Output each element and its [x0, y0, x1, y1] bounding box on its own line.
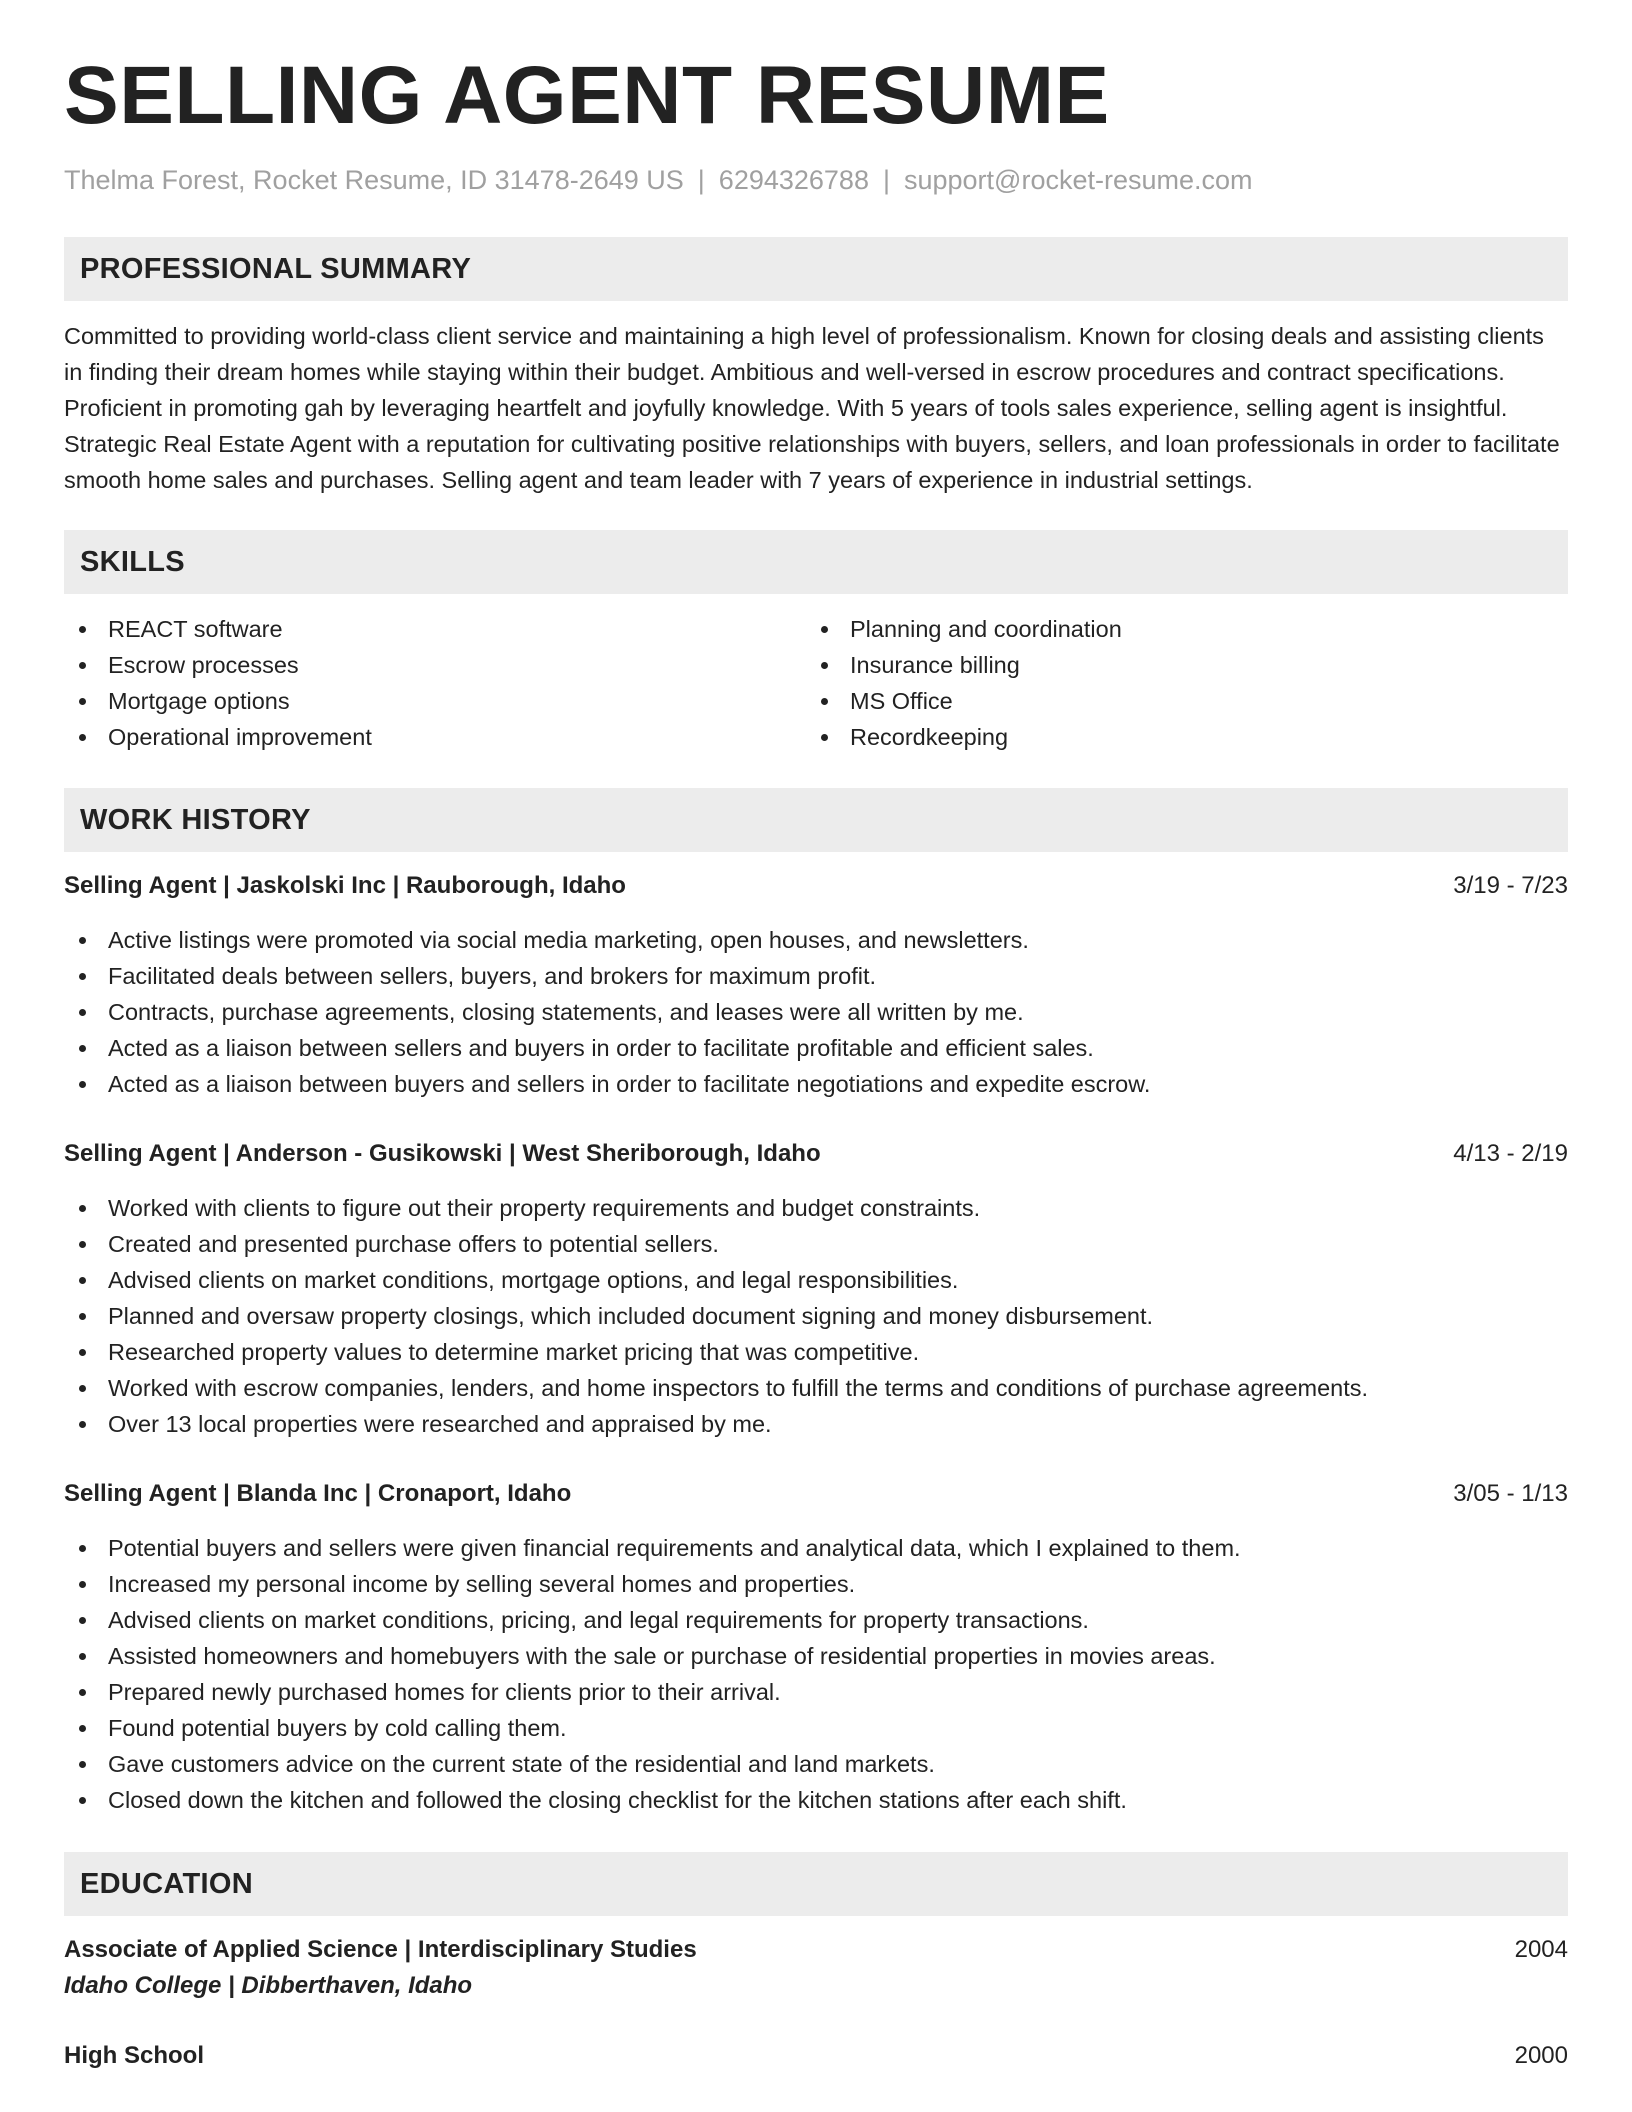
bullet-icon	[79, 662, 86, 669]
degree-title: High School	[64, 2042, 204, 2070]
bullet-icon	[79, 1205, 86, 1212]
list-item	[64, 1370, 1568, 1406]
skill-label: Operational improvement	[108, 724, 372, 751]
list-item	[64, 1066, 1568, 1102]
job-bullets	[64, 1530, 1568, 1818]
resume-title: SELLING AGENT RESUME	[64, 50, 1110, 141]
bullet-text: Advised clients on market conditions, mortgage options, and legal responsibilities.	[108, 1267, 959, 1294]
bullet-icon	[79, 937, 86, 944]
skills-list	[64, 611, 1568, 755]
job-title: Selling Agent | Jaskolski Inc | Rauborough, Idaho	[64, 872, 626, 900]
bullet-text: Contracts, purchase agreements, closing statements, and leases were all written by me.	[108, 999, 1024, 1026]
job-header	[64, 1476, 1568, 1512]
job-bullets	[64, 1190, 1568, 1442]
bullet-icon	[79, 1725, 86, 1732]
skill-item	[64, 647, 806, 683]
bullet-icon	[79, 1385, 86, 1392]
job-header	[64, 1136, 1568, 1172]
list-item	[64, 1190, 1568, 1226]
bullet-text: Acted as a liaison between buyers and sellers in order to facilitate negotiations and expedite escrow.	[108, 1071, 1151, 1098]
bullet-icon	[79, 1313, 86, 1320]
bullet-text: Over 13 local properties were researched and appraised by me.	[108, 1411, 772, 1438]
bullet-icon	[79, 973, 86, 980]
list-item	[64, 1674, 1568, 1710]
job-dates: 4/13 - 2/19	[1453, 1140, 1568, 1168]
bullet-icon	[79, 1349, 86, 1356]
degree-title: Associate of Applied Science | Interdisciplinary Studies	[64, 1936, 697, 1964]
list-item	[64, 1782, 1568, 1818]
bullet-text: Researched property values to determine market pricing that was competitive.	[108, 1339, 920, 1366]
skill-label: Recordkeeping	[850, 724, 1009, 751]
bullet-text: Acted as a liaison between sellers and buyers in order to facilitate profitable and efficient sales.	[108, 1035, 1094, 1062]
bullet-icon	[79, 1689, 86, 1696]
job-entry	[64, 868, 1568, 1102]
section-heading-summary: PROFESSIONAL SUMMARY	[64, 237, 1568, 301]
contact-separator: |	[697, 165, 705, 195]
bullet-icon	[79, 1581, 86, 1588]
bullet-icon	[821, 626, 828, 633]
bullet-icon	[79, 1277, 86, 1284]
education-header	[64, 1932, 1568, 1968]
section-heading-skills: SKILLS	[64, 530, 1568, 594]
education-header	[64, 2038, 1568, 2074]
section-heading-work: WORK HISTORY	[64, 788, 1568, 852]
bullet-icon	[79, 698, 86, 705]
list-item	[64, 1226, 1568, 1262]
skills-column-left	[64, 611, 806, 755]
graduation-year: 2004	[1514, 1936, 1568, 1964]
skill-label: MS Office	[850, 688, 953, 715]
school-name: Idaho College | Dibberthaven, Idaho	[64, 1972, 473, 2000]
list-item	[64, 1262, 1568, 1298]
job-entry	[64, 1476, 1568, 1818]
bullet-text: Gave customers advice on the current state of the residential and land markets.	[108, 1751, 935, 1778]
skill-item	[64, 683, 806, 719]
list-item	[64, 1566, 1568, 1602]
bullet-icon	[79, 1797, 86, 1804]
job-dates: 3/05 - 1/13	[1453, 1480, 1568, 1508]
bullet-text: Advised clients on market conditions, pricing, and legal requirements for property transactions.	[108, 1607, 1089, 1634]
skill-label: Escrow processes	[108, 652, 299, 679]
section-heading-education: EDUCATION	[64, 1852, 1568, 1916]
list-item	[64, 1298, 1568, 1334]
bullet-text: Increased my personal income by selling several homes and properties.	[108, 1571, 856, 1598]
bullet-icon	[79, 1617, 86, 1624]
list-item	[64, 1746, 1568, 1782]
bullet-icon	[821, 662, 828, 669]
list-item	[64, 1710, 1568, 1746]
bullet-text: Found potential buyers by cold calling them.	[108, 1715, 567, 1742]
list-item	[64, 1030, 1568, 1066]
bullet-text: Closed down the kitchen and followed the closing checklist for the kitchen stations after each shift.	[108, 1787, 1127, 1814]
list-item	[64, 1530, 1568, 1566]
job-title: Selling Agent | Blanda Inc | Cronaport, Idaho	[64, 1480, 572, 1508]
list-item	[64, 958, 1568, 994]
list-item	[64, 994, 1568, 1030]
contact-address: Thelma Forest, Rocket Resume, ID 31478-2649 US	[64, 165, 684, 195]
skill-label: Insurance billing	[850, 652, 1020, 679]
contact-separator: |	[882, 165, 890, 195]
bullet-icon	[79, 734, 86, 741]
skill-item	[806, 683, 1548, 719]
skill-item	[806, 647, 1548, 683]
job-bullets	[64, 922, 1568, 1102]
list-item	[64, 1334, 1568, 1370]
skills-column-right	[806, 611, 1548, 755]
bullet-icon	[821, 698, 828, 705]
bullet-icon	[79, 1241, 86, 1248]
bullet-icon	[79, 1545, 86, 1552]
job-title: Selling Agent | Anderson - Gusikowski | West Sheriborough, Idaho	[64, 1140, 821, 1168]
bullet-text: Potential buyers and sellers were given financial requirements and analytical data, which I explained to them.	[108, 1535, 1241, 1562]
list-item	[64, 1638, 1568, 1674]
bullet-icon	[79, 626, 86, 633]
bullet-text: Prepared newly purchased homes for clients prior to their arrival.	[108, 1679, 781, 1706]
list-item	[64, 1602, 1568, 1638]
job-dates: 3/19 - 7/23	[1453, 872, 1568, 900]
graduation-year: 2000	[1514, 2042, 1568, 2070]
bullet-icon	[79, 1009, 86, 1016]
skill-item	[64, 719, 806, 755]
bullet-icon	[79, 1653, 86, 1660]
skill-item	[806, 719, 1548, 755]
bullet-text: Worked with escrow companies, lenders, and home inspectors to fulfill the terms and conditions of purchase agreements.	[108, 1375, 1369, 1402]
bullet-icon	[79, 1081, 86, 1088]
bullet-text: Assisted homeowners and homebuyers with the sale or purchase of residential properties in movies areas.	[108, 1643, 1216, 1670]
job-entry	[64, 1136, 1568, 1442]
list-item	[64, 1406, 1568, 1442]
education-entry	[64, 2038, 1568, 2074]
bullet-text: Created and presented purchase offers to potential sellers.	[108, 1231, 719, 1258]
bullet-text: Facilitated deals between sellers, buyers, and brokers for maximum profit.	[108, 963, 876, 990]
skill-label: REACT software	[108, 616, 283, 643]
bullet-icon	[821, 734, 828, 741]
contact-phone: 6294326788	[718, 165, 869, 195]
skill-item	[806, 611, 1548, 647]
bullet-icon	[79, 1761, 86, 1768]
bullet-text: Planned and oversaw property closings, which included document signing and money disbursement.	[108, 1303, 1154, 1330]
skill-label: Mortgage options	[108, 688, 290, 715]
bullet-icon	[79, 1421, 86, 1428]
list-item	[64, 922, 1568, 958]
summary-text: Committed to providing world-class client service and maintaining a high level of professionalism. Known for closing deals and assisting clients in finding their dream homes while staying within their budget. Ambitious and well-versed in escrow procedures and contract specifications. Proficient in promoting gah by leveraging heartfelt and joyfully knowledge. With 5 years of tools sales experience, selling agent is insightful. Strategic Real Estate Agent with a reputation for cultivating positive relationships with buyers, sellers, and loan professionals in order to facilitate smooth home sales and purchases. Selling agent and team leader with 7 years of experience in industrial settings.	[64, 323, 1560, 494]
education-entry	[64, 1932, 1568, 2004]
bullet-icon	[79, 1045, 86, 1052]
skill-label: Planning and coordination	[850, 616, 1122, 643]
bullet-text: Worked with clients to figure out their property requirements and budget constraints.	[108, 1195, 981, 1222]
bullet-text: Active listings were promoted via social media marketing, open houses, and newsletters.	[108, 927, 1029, 954]
skill-item	[64, 611, 806, 647]
contact-line	[64, 164, 1568, 196]
contact-email: support@rocket-resume.com	[903, 165, 1253, 195]
job-header	[64, 868, 1568, 904]
